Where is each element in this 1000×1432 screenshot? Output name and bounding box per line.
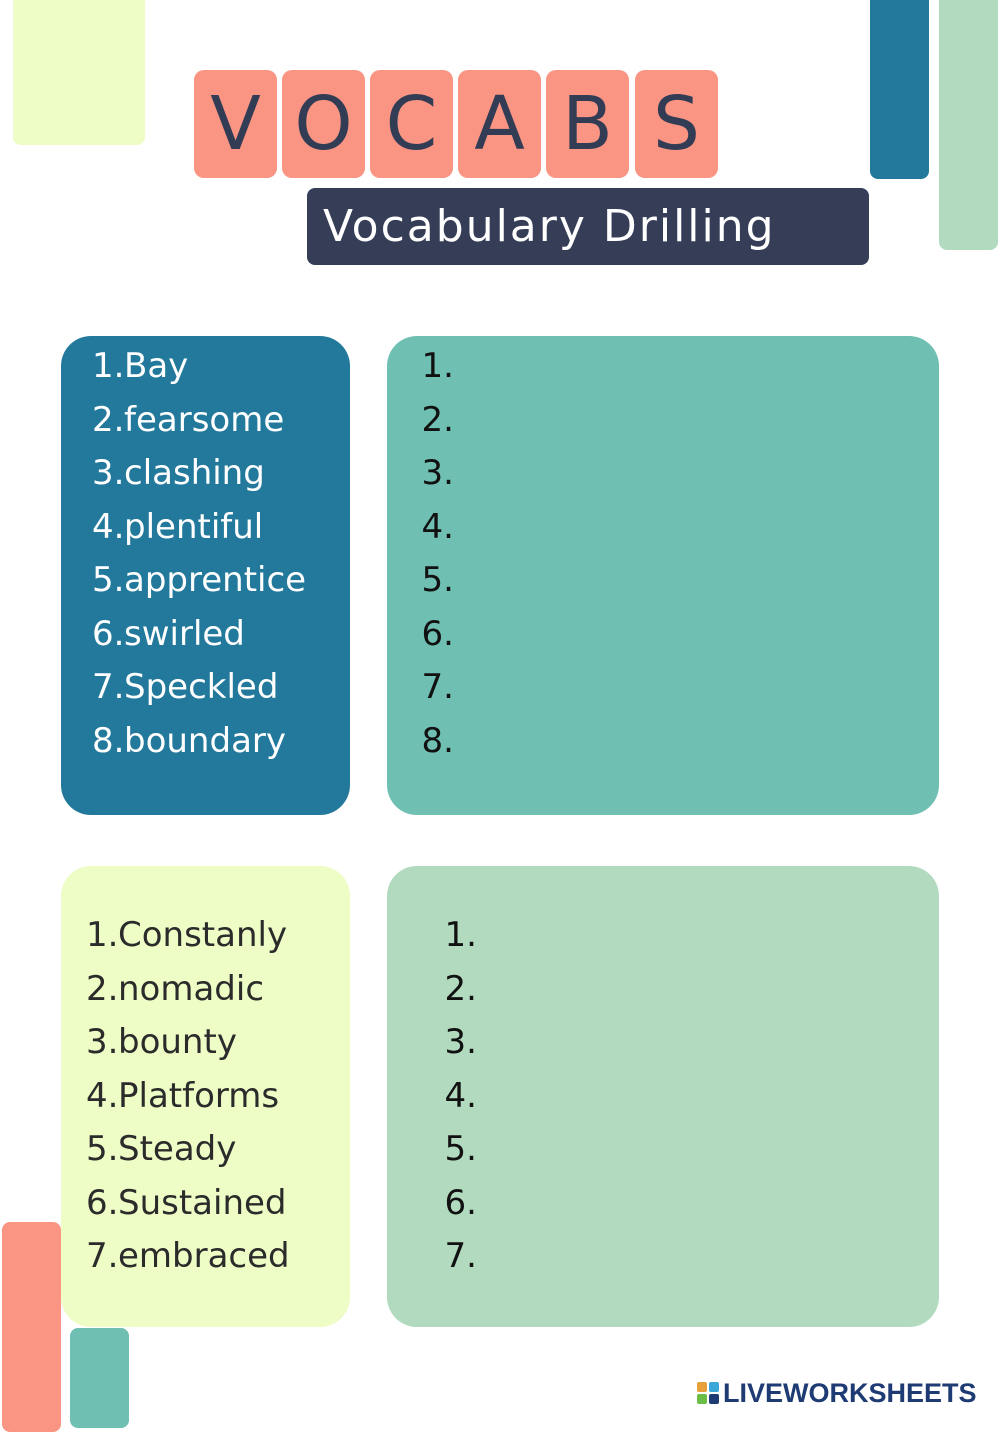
- answer-number: 7.: [444, 1236, 477, 1276]
- answer-list-1: [414, 340, 454, 768]
- answer-number: 6.: [444, 1182, 477, 1223]
- vocab-word: embraced: [118, 1236, 290, 1276]
- answer-number: 3.: [421, 453, 454, 493]
- vocab-word: apprentice: [124, 560, 307, 600]
- list-item: 7.embraced: [86, 1236, 290, 1276]
- decorative-block-top-left: [13, 0, 145, 145]
- vocab-word: Bay: [124, 346, 189, 386]
- answer-number: 5.: [421, 560, 454, 600]
- title-letter-tile: A: [458, 70, 541, 178]
- title-letter-tile: B: [546, 70, 629, 178]
- title-letter-tile: O: [282, 70, 365, 178]
- vocab-word: swirled: [124, 613, 245, 654]
- vocab-word: nomadic: [118, 968, 265, 1009]
- answer-number: 3.: [444, 1022, 477, 1062]
- list-item: 5.Steady: [86, 1129, 237, 1169]
- answer-number: 1.: [421, 346, 454, 386]
- decorative-block-bottom-left-teal: [70, 1328, 129, 1428]
- answer-number: 1.: [444, 915, 477, 955]
- answer-list-2: [437, 909, 477, 1284]
- word-list-2: [86, 909, 290, 1284]
- liveworksheets-grid-icon: [697, 1382, 719, 1404]
- vocab-word: clashing: [124, 453, 265, 493]
- list-item: 4.Platforms: [86, 1075, 280, 1116]
- answer-number: 8.: [421, 720, 454, 761]
- list-item: 2.fearsome: [92, 399, 285, 440]
- vocab-word: fearsome: [124, 399, 285, 440]
- title-letter-tile: C: [370, 70, 453, 178]
- answer-number: 4.: [444, 1075, 477, 1116]
- vocab-word: Constanly: [118, 915, 288, 955]
- vocab-word: boundary: [124, 720, 286, 761]
- list-item: 4.plentiful: [92, 506, 264, 547]
- decorative-block-bottom-left-coral: [2, 1222, 61, 1432]
- answer-number: 4.: [421, 506, 454, 547]
- list-item: 1.Constanly: [86, 915, 288, 955]
- liveworksheets-logo[interactable]: [697, 1374, 977, 1412]
- list-item: 3.bounty: [86, 1022, 237, 1062]
- subtitle-banner: Vocabulary Drilling: [307, 188, 869, 265]
- vocab-word: plentiful: [124, 506, 264, 547]
- list-item: 8.boundary: [92, 720, 286, 761]
- list-item: 2.nomadic: [86, 968, 265, 1009]
- answer-number: 2.: [421, 399, 454, 440]
- list-item: 1.Bay: [92, 346, 189, 386]
- word-list-1: [92, 340, 306, 768]
- answer-number: 7.: [421, 667, 454, 707]
- vocab-word: Steady: [118, 1129, 237, 1169]
- list-item: 6.swirled: [92, 613, 245, 654]
- brand-name: LIVEWORKSHEETS: [723, 1377, 977, 1408]
- vocab-word: bounty: [118, 1022, 237, 1062]
- vocab-word: Sustained: [118, 1182, 287, 1223]
- decorative-block-top-right-blue: [870, 0, 929, 179]
- answer-number: 5.: [444, 1129, 477, 1169]
- list-item: 7.Speckled: [92, 667, 279, 707]
- title-letter-tile: S: [635, 70, 718, 178]
- list-item: 6.Sustained: [86, 1182, 287, 1223]
- list-item: 5.apprentice: [92, 560, 307, 600]
- answer-number: 6.: [421, 613, 454, 654]
- decorative-block-top-right-mint: [939, 0, 998, 250]
- answer-panel-1: [387, 336, 939, 815]
- vocab-word: Platforms: [118, 1075, 280, 1116]
- title-letter-tile: V: [194, 70, 277, 178]
- answer-number: 2.: [444, 968, 477, 1009]
- list-item: 3.clashing: [92, 453, 265, 493]
- vocab-word: Speckled: [124, 667, 279, 707]
